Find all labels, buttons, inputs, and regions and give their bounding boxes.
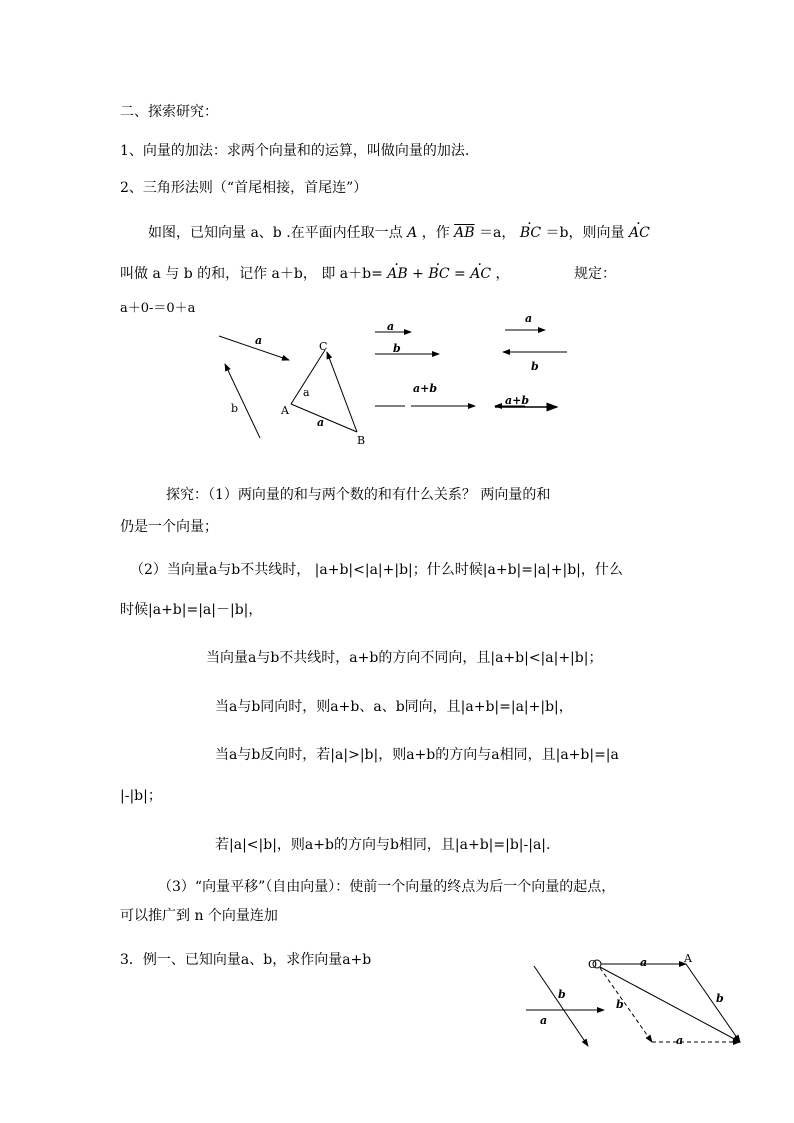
paragraph-sum-notation (120, 264, 616, 284)
text-part: ＝b，则向量 (545, 225, 625, 241)
explore-question-3: （3）“向量平移”（自由向量）：使前一个向量的终点为后一个向量的起点， (158, 879, 616, 895)
vector-bc: BC · (520, 223, 541, 243)
text-part: = (454, 266, 466, 282)
triangle-side-bc (327, 352, 357, 432)
paragraph-addition-definition: 1、向量的加法：求两个向量和的运算，叫做向量的加法. (120, 143, 470, 159)
free-b-label: b (558, 988, 566, 1001)
free-vector-b (534, 966, 588, 1046)
dashed-b-label: b (616, 998, 624, 1011)
point-label: A (407, 225, 418, 241)
same-dir-b-label: b (393, 342, 401, 355)
case-same-direction: 当a与b同向时，则a+b、a、b同向，且|a+b|=|a|+|b|， (215, 699, 573, 715)
case-opposite-smaller: 若|a|<|b|，则a+b的方向与b相同，且|a+b|=|b|-|a|. (215, 837, 551, 853)
free-vector-a (219, 336, 289, 360)
point-c-label: C (319, 340, 328, 353)
explore-question-3-cont: 可以推广到 n 个向量连加 (120, 908, 278, 924)
free-a-label: a (255, 334, 263, 347)
vector-ab (686, 964, 740, 1042)
case-noncollinear: 当向量a与b不共线时，a+b的方向不同向，且|a+b|<|a|+|b|； (206, 650, 603, 666)
point-a-label: A (281, 404, 289, 417)
example-1: 3．例一、已知向量a、b，求作向量a+b (120, 952, 372, 968)
text-part: ＝a， (479, 225, 516, 241)
free-vector-b (225, 364, 260, 438)
text-part: 叫做 a 与 b 的和，记作 a＋b， 即 a＋b= (120, 266, 383, 282)
point-b-label: B (357, 434, 366, 447)
triangle-rule-figure (205, 310, 575, 450)
explore-question-1: 探究：（1）两向量的和与两个数的和有什么关系？ 两向量的和 (166, 487, 551, 503)
dashed-a-label: a (676, 1034, 684, 1047)
dashed-b (600, 968, 652, 1042)
vector-ac: AC · (470, 264, 491, 284)
triangle-a2-label: a (317, 416, 325, 429)
point-a-label: A (684, 952, 692, 965)
free-b-label: b (231, 402, 239, 415)
ab-label: b (716, 992, 724, 1005)
section-title: 二、探索研究： (120, 104, 218, 120)
opp-dir-sum-label: a+b (505, 394, 530, 407)
oa-label: a (640, 956, 648, 969)
explore-question-1-cont: 仍是一个向量； (120, 519, 218, 535)
free-a-label: a (540, 1014, 548, 1027)
opp-dir-b-label: b (531, 360, 539, 373)
explore-question-2-cont: 时候|a+b|=|a|－|b|， (120, 602, 263, 618)
paragraph-triangle-rule: 2、三角形法则（“首尾相接，首尾连”） (120, 180, 368, 196)
paragraph-triangle-example (148, 223, 650, 243)
same-dir-sum-label: a+b (413, 382, 438, 395)
text-part: 规定： (573, 266, 616, 282)
case-opposite-direction-cont: |-|b|； (120, 788, 162, 804)
vector-ac: AC · (629, 223, 650, 243)
vector-bc: BC · (428, 264, 449, 284)
paragraph-zero-rule: a＋0-＝0＋a (120, 301, 196, 316)
case-opposite-direction: 当a与b反向时，若|a|>|b|，则a+b的方向与a相同，且|a+b|=|a (215, 747, 619, 763)
example-figure (520, 950, 760, 1060)
explore-question-2: （2）当向量a与b不共线时， |a+b|<|a|+|b|；什么时候|a+b|=|a|+|b|，什么 (130, 562, 623, 578)
text-part: ， (495, 266, 510, 282)
text-part: 如图，已知向量 a、b .在平面内任取一点 (148, 225, 403, 241)
text-part: ，作 (421, 225, 450, 241)
vector-ab: AB · (387, 264, 407, 284)
origin-label: O (588, 958, 598, 971)
opp-dir-a-label: a (525, 312, 533, 325)
same-dir-a-label: a (387, 320, 395, 333)
text-part: + (412, 266, 424, 282)
vector-ab: $\overline{AB}$ (454, 225, 475, 241)
triangle-a-label: a (303, 386, 310, 399)
